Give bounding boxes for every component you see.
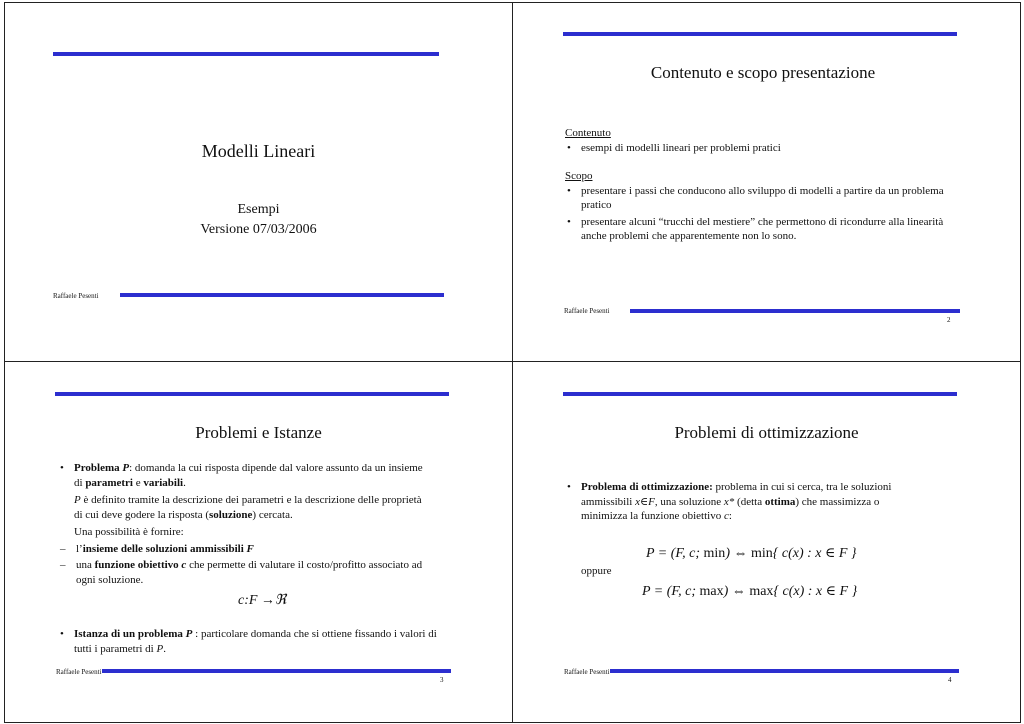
paragraph [58,493,428,522]
list-item: • presentare alcuni “trucchi del mestiere” che permettono di ricondurre alla linearità anche problemi che apparentemente non lo sono. [565,215,949,244]
top-rule [563,392,957,396]
slide-body [565,480,925,524]
slide-body [565,126,949,244]
oppure-label: oppure [581,565,612,577]
text: è definito tramite la descrizione dei parametri e la descrizione delle proprietà di cui deve godere la risposta ( [74,494,422,521]
slide-1 [4,2,513,362]
term: Istanza di un problema [74,628,183,640]
term: Problema [74,462,120,474]
slide-title: Contenuto e scopo presentazione [650,63,876,82]
author-footer: Raffaele Pesenti [56,668,102,676]
slide-body-bottom [58,627,438,656]
formula-max: P = (F, c; max) ⇔ max{ c(x) : x ∈ F } [642,584,858,599]
text: ) che massimizza o minimizza la funzione obiettivo [581,495,880,522]
symbol: P [156,642,164,655]
formula-min: P = (F, c; min) ⇔ min{ c(x) : x ∈ F } [646,546,857,561]
list-item [58,461,428,490]
term: ottima [764,495,796,508]
text: , una soluzione [654,495,724,508]
text: (detta [734,495,765,508]
symbol: x∈F [635,495,655,508]
list-item [58,558,428,587]
text: una [76,559,95,571]
top-rule [53,52,439,56]
footer-rule [610,669,959,673]
slide-3 [4,361,513,723]
page-number: 3 [440,676,444,684]
term: Problema di ottimizzazione: [581,481,713,493]
author-footer: Raffaele Pesenti [564,668,610,676]
slide-subtitle: Esempi [237,202,280,217]
text: l’ [76,542,83,555]
symbol: c [723,510,729,522]
symbol: P [74,494,81,506]
term: insieme delle soluzioni ammissibili [82,542,244,555]
slide-title: Problemi e Istanze [195,423,322,442]
term: variabili [143,476,184,489]
text: che permette di valutare il costo/profitto associato ad ogni soluzione. [76,559,423,586]
list-item: • esempi di modelli lineari per problemi pratici [565,141,949,156]
term: parametri [85,476,133,489]
slide-title: Modelli Lineari [201,141,316,161]
author-footer: Raffaele Pesenti [564,307,610,315]
text: . [163,642,166,655]
text: : [728,510,732,522]
text: problema in cui si cerca, tra le soluzioni ammissibili [581,481,892,508]
symbol: P [122,462,130,474]
text: . [183,476,186,489]
term: soluzione [209,508,253,521]
slide-body [58,461,428,587]
page-number: 2 [947,316,951,324]
top-rule [55,392,449,396]
footer-rule [120,293,444,297]
text: : domanda la cui risposta dipende dal valore assunto da un insieme di [74,462,423,489]
list-item [565,480,925,524]
footer-rule [102,669,451,673]
formula: c:F →ℜ [238,593,287,608]
author-footer: Raffaele Pesenti [53,292,99,300]
text: : particolare domanda che si ottiene fissando i valori di tutti i parametri di [74,628,437,655]
text: ) cercata. [252,508,293,521]
footer-rule [630,309,960,313]
symbol: x* [723,495,735,508]
text: e [132,476,144,489]
page-number: 4 [948,676,952,684]
symbol: F [246,542,254,555]
slide-2 [512,2,1021,362]
contenuto-heading: Contenuto [565,127,611,139]
list-item: • presentare i passi che conducono allo sviluppo di modelli a partire da un problema pratico [565,184,949,213]
term: funzione obiettivo [94,559,179,571]
top-rule [563,32,957,36]
slide-title: Problemi di ottimizzazione [674,423,859,442]
slide-version: Versione 07/03/2006 [200,222,317,237]
symbol: c [181,559,187,571]
scopo-heading: Scopo [565,170,593,182]
slide-4 [512,361,1021,723]
paragraph: Una possibilità è fornire: [74,526,184,538]
symbol: P [185,628,193,640]
list-item [58,627,438,656]
list-item [58,542,428,557]
